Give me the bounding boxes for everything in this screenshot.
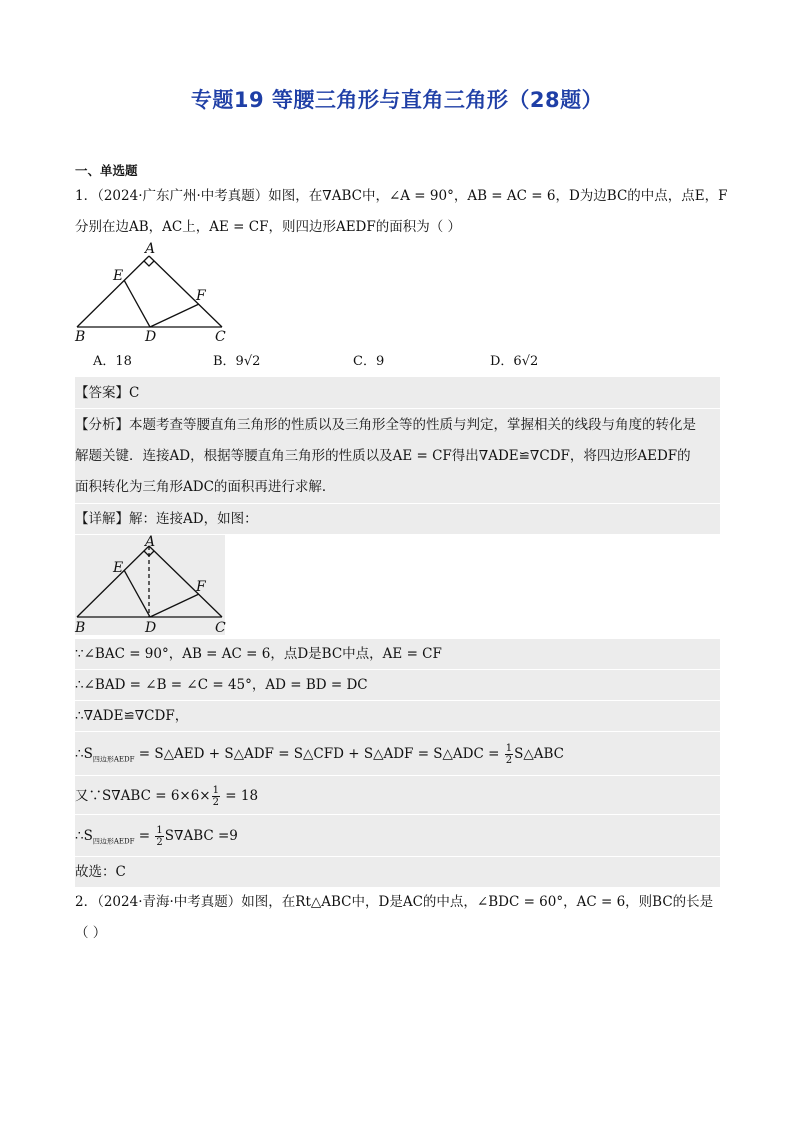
q1-option-d: D．6√2 <box>490 354 539 369</box>
section-heading: 一、单选题 <box>75 163 138 178</box>
answer-block <box>75 377 720 408</box>
step1-text: ∵∠BAC = 90°，AB = AC = 6，点D是BC中点，AE = CF <box>75 646 442 662</box>
label-C: C <box>215 620 226 636</box>
segment-ED <box>124 280 150 327</box>
step4-sub: 四边形AEDF <box>92 755 135 764</box>
step6-sub: 四边形AEDF <box>92 837 135 846</box>
final-text: 故选：C <box>75 864 126 880</box>
answer-text: 【答案】C <box>75 385 140 401</box>
q1-stem-line1: 1．（2024·广东广州·中考真题）如图，在∇ABC中，∠A = 90°，AB = AC = 6，D为边BC的中点，点E，F <box>75 188 728 204</box>
q1-option-a: A．18 <box>93 354 132 369</box>
step5-block <box>75 776 720 814</box>
step4-formula <box>75 743 564 769</box>
label-F: F <box>196 288 206 304</box>
step5-formula <box>75 785 258 808</box>
analysis-block <box>75 409 720 503</box>
q1-stem-line2: 分别在边AB，AC上，AE = CF，则四边形AEDF的面积为（ ） <box>75 219 462 235</box>
analysis-line1: 【分析】本题考查等腰直角三角形的性质以及三角形全等的性质与判定，掌握相关的线段与角度的转化是 <box>75 417 696 433</box>
right-angle-mark <box>144 261 154 266</box>
analysis-line2: 解题关键．连接AD，根据等腰直角三角形的性质以及AE = CF得出∇ADE≌∇CDF，将四边形AEDF的 <box>75 448 691 464</box>
step6-mid: = <box>134 828 155 844</box>
step2-block <box>75 670 720 700</box>
step5-pre: 又∵S∇ABC = 6×6× <box>75 788 211 804</box>
step5-tail: = 18 <box>221 788 259 804</box>
q2-stem-line1: 2．（2024·青海·中考真题）如图，在Rt△ABC中，D是AC的中点，∠BDC = 60°，AC = 6，则BC的长是 <box>75 894 714 910</box>
analysis-line3: 面积转化为三角形ADC的面积再进行求解． <box>75 479 336 495</box>
q1-option-b: B．9√2 <box>213 354 261 369</box>
label-E: E <box>113 560 124 576</box>
step2-text: ∴∠BAD = ∠B = ∠C = 45°，AD = BD = DC <box>75 677 368 693</box>
label-D: D <box>145 620 157 636</box>
q1-triangle-figure <box>72 240 232 345</box>
step6-formula <box>75 825 238 851</box>
label-D: D <box>145 329 157 345</box>
label-C: C <box>215 329 226 345</box>
step6-block <box>75 815 720 856</box>
label-A: A <box>145 535 156 550</box>
label-E: E <box>113 268 124 284</box>
detail-block <box>75 504 720 534</box>
segment-DF <box>150 304 199 327</box>
edge-AB <box>77 256 149 327</box>
label-F: F <box>196 579 206 595</box>
step1-block <box>75 639 720 669</box>
step4-block <box>75 732 720 775</box>
q2-stem-line2: （ ） <box>75 925 107 941</box>
step3-block <box>75 701 720 731</box>
step6-tail: S∇ABC =9 <box>164 828 238 844</box>
step4-pre: ∴S <box>75 746 93 762</box>
step3-text: ∴∇ADE≌∇CDF， <box>75 708 189 724</box>
step5-fraction: $\frac{1}{2}$ <box>212 785 219 808</box>
step4-fraction: $\frac{1}{2}$ <box>505 743 513 766</box>
final-block <box>75 857 720 887</box>
step4-tail: S△ABC <box>514 746 564 762</box>
q1-option-c: C．9 <box>353 354 385 369</box>
detail-text: 【详解】解：连接AD，如图： <box>75 511 258 527</box>
page-title: 专题19 等腰三角形与直角三角形（28题） <box>190 88 604 112</box>
label-A: A <box>145 241 156 257</box>
label-B: B <box>75 620 86 636</box>
q1-detail-bottom-labels <box>72 618 232 638</box>
edge-AC <box>149 256 222 327</box>
step6-fraction: $\frac{1}{2}$ <box>156 825 163 848</box>
step4-mid: = S△AED + S△ADF = S△CFD + S△ADF = S△ADC = <box>134 746 504 762</box>
step6-pre: ∴S <box>75 828 93 844</box>
label-B: B <box>75 329 86 345</box>
